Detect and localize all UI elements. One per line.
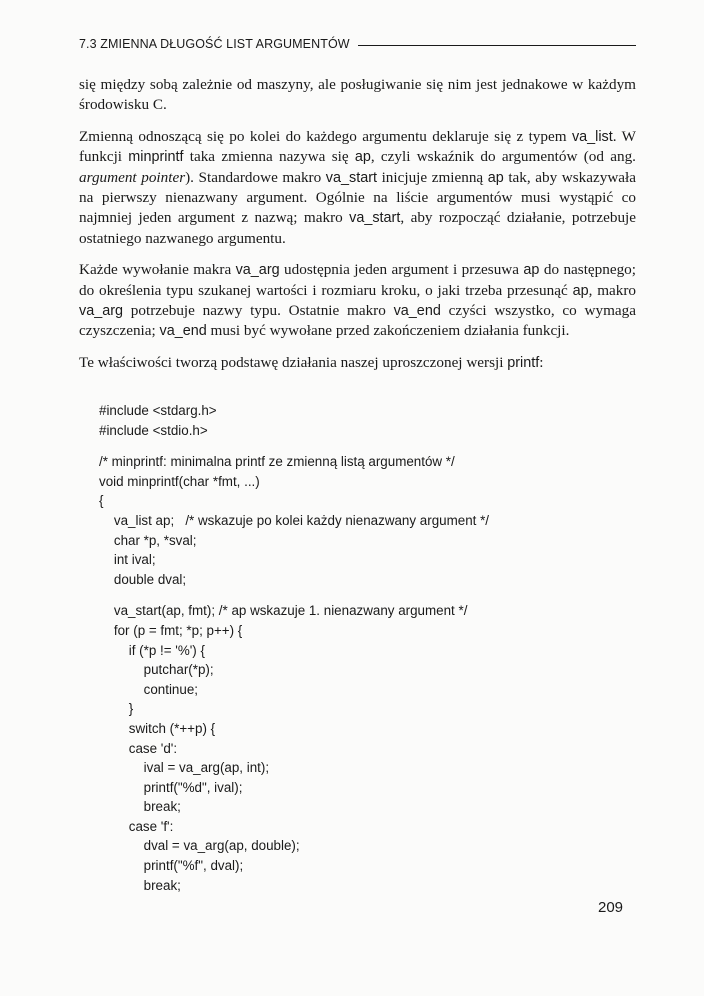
code-line: printf("%f", dval); — [99, 858, 244, 874]
text-run: . W funkcji — [79, 127, 637, 166]
paragraph — [79, 75, 636, 116]
inline-code: ap — [572, 282, 589, 299]
paragraph — [79, 260, 636, 342]
inline-code: va_list — [571, 128, 613, 145]
inline-code: va_end — [393, 303, 441, 320]
code-line: } — [99, 701, 134, 717]
code-line: for (p = fmt; *p; p++) { — [99, 622, 243, 638]
running-head-rule — [358, 45, 636, 46]
code-line: case 'f': — [99, 818, 174, 834]
text-run: taka zmienna nazywa się — [183, 148, 355, 166]
code-line: /* minprintf: minimalna printf ze zmienną listą argumentów */ — [99, 454, 455, 470]
code-line: int ival; — [99, 552, 156, 568]
code-line: if (*p != '%') { — [99, 642, 205, 658]
code-line: #include <stdio.h> — [99, 422, 208, 438]
code-line: case 'd': — [99, 740, 178, 756]
text-run: udostępnia jeden argument i przesuwa — [279, 261, 524, 279]
inline-code: ap — [487, 169, 504, 186]
code-line: ival = va_arg(ap, int); — [99, 760, 270, 776]
italic-term: argument pointer — [79, 168, 186, 186]
code-line: switch (*++p) { — [99, 720, 216, 736]
code-line: printf("%d", ival); — [99, 779, 243, 795]
text-run: potrzebuje nazwy typu. Ostatnie makro — [123, 302, 394, 320]
inline-code: va_arg — [79, 303, 124, 320]
text-run: ). Standardowe makro — [185, 168, 326, 186]
code-line: dval = va_arg(ap, double); — [99, 838, 300, 854]
code-line: break; — [99, 799, 181, 815]
text-run: tak, aby wskazywała na pierwszy nienazwany argument. Ogólnie na liście argumentów musi wystąpić co najmniej jeden argument z nazwą; makro — [79, 168, 636, 227]
page-number: 209 — [598, 899, 624, 916]
code-line: putchar(*p); — [99, 662, 214, 678]
code-line — [99, 440, 619, 452]
text-run: , czyli wskaźnik do argumentów (od ang. — [370, 148, 636, 166]
code-line: va_list ap; /* wskazuje po kolei każdy nienazwany argument */ — [99, 512, 490, 528]
code-line: void minprintf(char *fmt, ...) — [99, 473, 260, 489]
code-line: char *p, *sval; — [99, 532, 197, 548]
paragraph — [79, 353, 636, 373]
running-head-title: 7.3 ZMIENNA DŁUGOŚĆ LIST ARGUMENTÓW — [79, 37, 350, 51]
inline-code: minprintf — [128, 149, 184, 166]
code-line: { — [99, 493, 104, 509]
inline-code: va_start — [325, 169, 377, 186]
code-line — [99, 589, 619, 601]
inline-code: ap — [523, 262, 540, 279]
text-run: Zmienną odnoszącą się po kolei do każdego argumentu deklaruje się z typem — [79, 127, 572, 145]
code-line: double dval; — [99, 571, 187, 587]
running-head — [79, 37, 636, 51]
text-run: : — [539, 353, 544, 371]
text-run: Te właściwości tworzą podstawę działania naszej uproszczonej wersji — [79, 353, 508, 371]
text-run: , makro — [588, 281, 637, 299]
inline-code: printf — [507, 354, 540, 371]
text-run: Każde wywołanie makra — [79, 261, 236, 279]
code-listing — [99, 401, 619, 895]
code-line: va_start(ap, fmt); /* ap wskazuje 1. nienazwany argument */ — [99, 603, 468, 619]
paragraph — [79, 127, 636, 249]
text-run: , aby rozpocząć działanie, potrzebuje ostatniego nazwanego argumentu. — [79, 209, 636, 247]
code-line: break; — [99, 877, 181, 893]
inline-code: ap — [354, 149, 371, 166]
code-line: continue; — [99, 681, 198, 697]
body-text — [79, 75, 636, 384]
inline-code: va_arg — [235, 262, 280, 279]
text-run: się między sobą zależnie od maszyny, ale posługiwanie się nim jest jednakowe w każdym środowisku C. — [79, 76, 636, 114]
text-run: musi być wywołane przed zakończeniem działania funkcji. — [206, 322, 570, 340]
inline-code: va_end — [159, 323, 207, 340]
code-line: #include <stdarg.h> — [99, 403, 217, 418]
text-run: do następnego; do określenia typu szukanej wartości i rozmiaru kroku, o jaki trzeba przesunąć — [79, 261, 636, 299]
inline-code: va_start — [349, 210, 401, 227]
text-run: czyści wszystko, co wymaga czyszczenia; — [79, 302, 636, 340]
text-run: inicjuje zmienną — [377, 168, 488, 186]
